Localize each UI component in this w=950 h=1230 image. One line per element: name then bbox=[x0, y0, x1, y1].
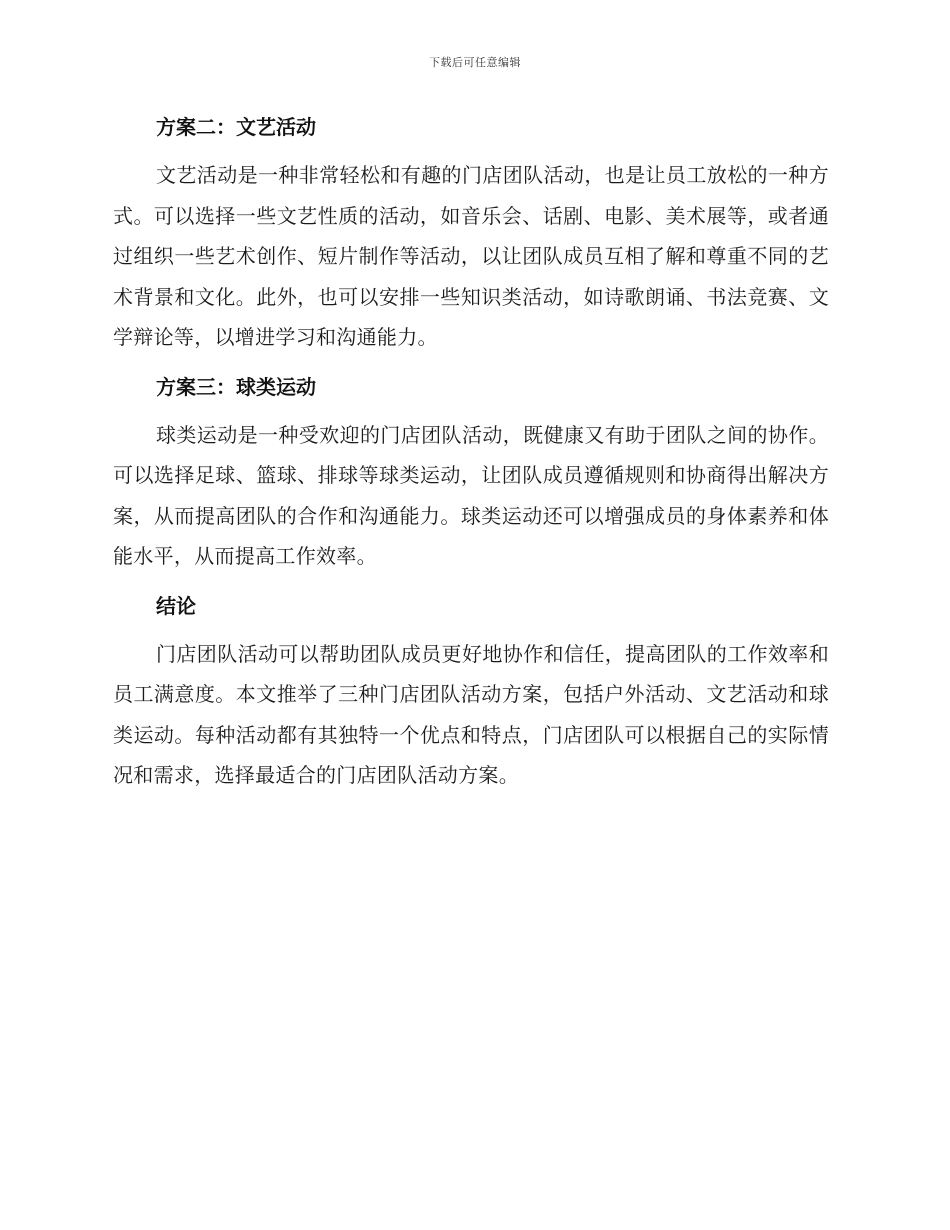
section-ball-sports bbox=[113, 369, 829, 577]
section-paragraph: 文艺活动是一种非常轻松和有趣的门店团队活动，也是让员工放松的一种方式。可以选择一些文艺性质的活动，如音乐会、话剧、电影、美术展等，或者通过组织一些艺术创作、短片制作等活动，以让团队成员互相了解和尊重不同的艺术背景和文化。此外，也可以安排一些知识类活动，如诗歌朗诵、书法竞赛、文学辩论等，以增进学习和沟通能力。 bbox=[113, 163, 829, 349]
section-heading: 方案二：文艺活动 bbox=[156, 115, 316, 139]
section-heading: 结论 bbox=[156, 593, 196, 618]
header-note: 下载后可任意编辑 bbox=[429, 56, 521, 69]
section-paragraph: 球类运动是一种受欢迎的门店团队活动，既健康又有助于团队之间的协作。可以选择足球、篮球、排球等球类运动，让团队成员遵循规则和协商得出解决方案，从而提高团队的合作和沟通能力。球类运动还可以增强成员的身体素养和体能水平，从而提高工作效率。 bbox=[113, 422, 829, 568]
document-body bbox=[113, 109, 829, 807]
section-paragraph: 门店团队活动可以帮助团队成员更好地协作和信任，提高团队的工作效率和员工满意度。本文推举了三种门店团队活动方案，包括户外活动、文艺活动和球类运动。每种活动都有其独特一个优点和特点，门店团队可以根据自己的实际情况和需求，选择最适合的门店团队活动方案。 bbox=[113, 641, 829, 787]
section-conclusion bbox=[113, 588, 829, 796]
section-heading: 方案三：球类运动 bbox=[156, 374, 316, 399]
section-arts-activity bbox=[113, 109, 829, 358]
